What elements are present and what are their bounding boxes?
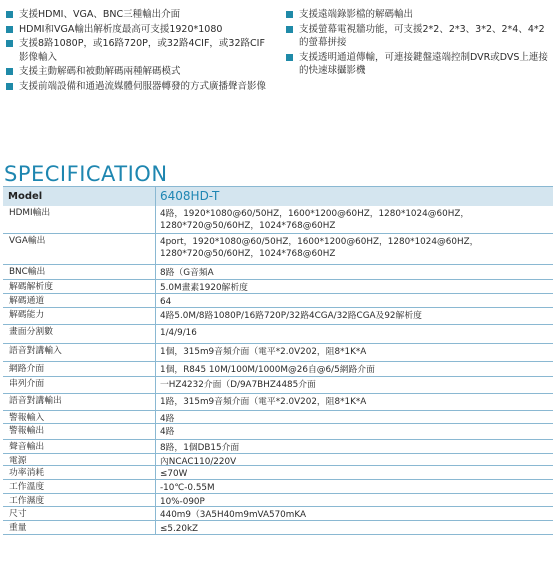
feature-item <box>6 37 272 64</box>
spec-key: 警報輸入 <box>9 413 45 423</box>
spec-row <box>3 325 553 344</box>
spec-value: 4路 <box>155 411 553 423</box>
feature-item <box>6 23 272 37</box>
spec-row <box>3 308 553 325</box>
square-bullet-icon <box>6 68 13 75</box>
feature-item <box>6 65 272 79</box>
spec-key: 警報輸出 <box>9 426 45 436</box>
feature-item <box>6 80 272 94</box>
spec-key: 解碼能力 <box>9 310 45 320</box>
square-bullet-icon <box>6 11 13 18</box>
spec-row <box>3 377 553 394</box>
spec-key: 網路介面 <box>9 364 45 374</box>
spec-row <box>3 521 553 535</box>
square-bullet-icon <box>6 40 13 47</box>
spec-key: 語音對講輸出 <box>9 396 62 406</box>
spec-value: 1個，315m9音頻介面（電平*2.0V202，阻8*1K*A <box>155 344 553 361</box>
spec-key: BNC輸出 <box>9 267 46 277</box>
spec-row <box>3 394 553 411</box>
spec-header-model: 6408HD-T <box>155 187 553 206</box>
feature-text: 支援前端設備和通過流媒體伺服器轉發的方式廣播聲音影像 <box>19 80 267 92</box>
spec-key: 串列介面 <box>9 379 45 389</box>
square-bullet-icon <box>286 54 293 61</box>
specification-heading: SPECIFICATION <box>4 162 168 186</box>
spec-row <box>3 234 553 265</box>
spec-row <box>3 480 553 494</box>
spec-key: 重量 <box>9 523 27 533</box>
square-bullet-icon <box>6 83 13 90</box>
square-bullet-icon <box>286 11 293 18</box>
feature-list-right <box>286 8 552 79</box>
spec-value: 8路（G音頻A <box>155 265 553 279</box>
spec-value: 8路，1個DB15介面 <box>155 440 553 453</box>
spec-row <box>3 424 553 440</box>
feature-text: HDMI和VGA輸出解析度最高可支援1920*1080 <box>19 23 223 35</box>
spec-value: 1個，R845 10M/100M/1000M@26自@6/5網路介面 <box>155 362 553 376</box>
spec-row <box>3 294 553 308</box>
spec-key: 語音對講輸入 <box>9 346 62 356</box>
spec-key: 解碼通道 <box>9 296 45 306</box>
spec-value: ≤70W <box>155 466 553 479</box>
spec-row <box>3 466 553 480</box>
spec-row <box>3 454 553 466</box>
spec-value: ≤5.20kZ <box>155 521 553 534</box>
spec-key: 工作濕度 <box>9 496 45 506</box>
spec-row <box>3 280 553 294</box>
spec-row <box>3 507 553 521</box>
spec-key: HDMI輸出 <box>9 208 51 218</box>
spec-key: 畫面分割數 <box>9 327 53 337</box>
spec-value: 5.0M畫素1920解析度 <box>155 280 553 293</box>
spec-value: 內NCAC110/220V <box>155 454 553 465</box>
feature-item <box>286 23 552 50</box>
feature-text: 支援主動解碼和被動解碼兩種解碼模式 <box>19 66 181 78</box>
spec-key: 聲音輸出 <box>9 442 45 452</box>
spec-value: 4路 <box>155 424 553 439</box>
feature-text: 支援8路1080P，或16路720P，或32路4CIF，或32路CIF影像輸入 <box>19 38 265 63</box>
spec-row <box>3 494 553 507</box>
spec-value: 440m9（3A5H40m9mVA570mKA <box>155 507 553 520</box>
spec-header-row <box>3 186 553 206</box>
spec-row <box>3 206 553 234</box>
spec-value: 4路5.0M/8路1080P/16路720P/32路4CGA/32路CGA及92解析度 <box>155 308 553 324</box>
feature-item <box>286 8 552 22</box>
spec-value: -10℃-0.55M <box>155 480 553 493</box>
spec-key: 尺寸 <box>9 509 27 519</box>
spec-key: 電源 <box>9 456 27 466</box>
feature-list-left <box>6 8 272 95</box>
spec-value: 4路，1920*1080@60/50HZ，1600*1200@60HZ，1280*1024@60HZ，1280*720@50/60HZ，1024*768@60HZ <box>155 206 553 233</box>
feature-text: 支援遠端錄影檔的解碼輸出 <box>299 9 414 20</box>
spec-table <box>3 186 553 535</box>
spec-row <box>3 344 553 362</box>
feature-text: 支援透明通道傳輸，可連接鍵盤遠端控制DVR或DVS上連接的快速球攝影機 <box>299 51 548 77</box>
spec-row <box>3 440 553 454</box>
square-bullet-icon <box>286 26 293 33</box>
feature-item <box>286 51 552 78</box>
spec-value: 一HZ4232介面（D/9A7BHZ4485介面 <box>155 377 553 393</box>
spec-row <box>3 362 553 377</box>
feature-text: 支援HDMI、VGA、BNC三種輸出介面 <box>19 9 181 20</box>
spec-key: 功率消耗 <box>9 468 45 478</box>
spec-value: 4port，1920*1080@60/50HZ，1600*1200@60HZ，1280*1024@60HZ，1280*720@50/60HZ，1024*768@60HZ <box>155 234 553 264</box>
spec-value: 1/4/9/16 <box>155 325 553 343</box>
spec-value: 64 <box>155 294 553 307</box>
spec-value: 10%-090P <box>155 494 553 506</box>
feature-item <box>6 8 272 22</box>
spec-row <box>3 411 553 424</box>
spec-row <box>3 265 553 280</box>
spec-value: 1路，315m9音頻介面（電平*2.0V202，阻8*1K*A <box>155 394 553 410</box>
square-bullet-icon <box>6 26 13 33</box>
spec-key: 解碼解析度 <box>9 282 53 292</box>
spec-key: VGA輸出 <box>9 236 46 246</box>
feature-text: 支援螢幕電視牆功能，可支援2*2、2*3、3*2、2*4、4*2的螢幕拼接 <box>299 23 545 49</box>
spec-header-key: Model <box>8 191 43 202</box>
spec-key: 工作溫度 <box>9 482 45 492</box>
